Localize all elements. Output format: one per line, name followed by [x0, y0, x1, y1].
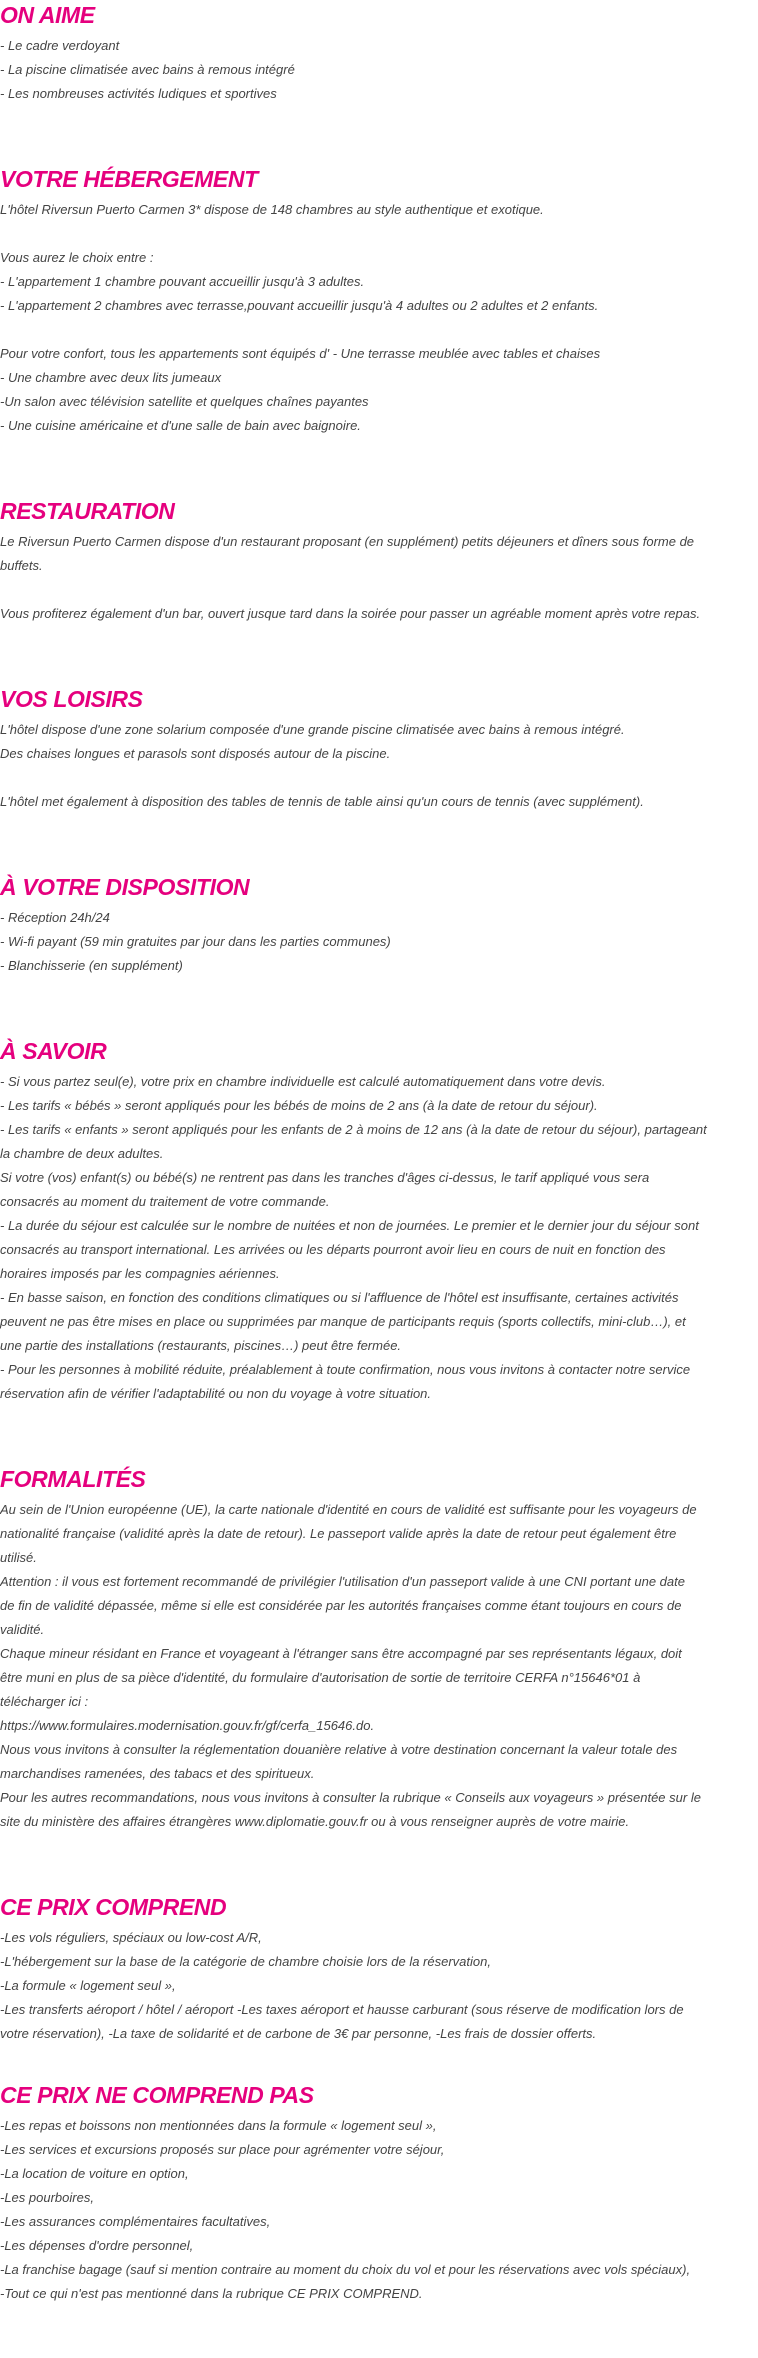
text-line: peuvent ne pas être mises en place ou supprimées par manque de participants requis (sports collectifs, mini-club…), et	[0, 1314, 686, 1329]
text-line: - La durée du séjour est calculée sur le nombre de nuitées et non de journées. Le premier et le dernier jour du séjour sont	[0, 1218, 699, 1233]
text-line: la chambre de deux adultes.	[0, 1146, 164, 1161]
text-line: - L'appartement 1 chambre pouvant accueillir jusqu'à 3 adultes.	[0, 274, 365, 289]
section-formalites	[0, 1464, 758, 1834]
section-a-savoir	[0, 1036, 758, 1406]
text-line: Nous vous invitons à consulter la réglementation douanière relative à votre destination concernant la valeur totale des	[0, 1742, 678, 1757]
section-body	[0, 2114, 758, 2306]
blank-line	[0, 766, 758, 790]
text-line: -La location de voiture en option,	[0, 2166, 189, 2181]
text-line: consacrés au moment du traitement de votre commande.	[0, 1194, 330, 1209]
text-line: être muni en plus de sa pièce d'identité, du formulaire d'autorisation de sortie de territoire CERFA n°15646*01 à	[0, 1670, 641, 1685]
text-line: une partie des installations (restaurants, piscines…) peut être fermée.	[0, 1338, 402, 1353]
section-restauration	[0, 496, 758, 626]
text-line: - Une cuisine américaine et d'une salle de bain avec baignoire.	[0, 418, 361, 433]
text-line: - Les tarifs « bébés » seront appliqués pour les bébés de moins de 2 ans (à la date de retour du séjour).	[0, 1098, 598, 1113]
text-line: - L'appartement 2 chambres avec terrasse,pouvant accueillir jusqu'à 4 adultes ou 2 adultes et 2 enfants.	[0, 298, 599, 313]
section-ce-prix-ne-comprend-pas	[0, 2080, 758, 2306]
text-line: - Pour les personnes à mobilité réduite, préalablement à toute confirmation, nous vous invitons à contacter notre service	[0, 1362, 691, 1377]
text-line: utilisé.	[0, 1550, 37, 1565]
text-line: -Les assurances complémentaires facultatives,	[0, 2214, 271, 2229]
section-on-aime	[0, 0, 758, 106]
section-body	[0, 1070, 758, 1406]
text-line: Si votre (vos) enfant(s) ou bébé(s) ne rentrent pas dans les tranches d'âges ci-dessus, le tarif appliqué vous sera	[0, 1170, 650, 1185]
section-votre-hebergement	[0, 164, 758, 438]
text-line: Chaque mineur résidant en France et voyageant à l'étranger sans être accompagné par ses représentants légaux, doit	[0, 1646, 682, 1661]
section-title: CE PRIX NE COMPREND PAS	[0, 2082, 314, 2108]
text-line: Pour les autres recommandations, nous vous invitons à consulter la rubrique « Conseils aux voyageurs » présentée sur le	[0, 1790, 701, 1805]
text-line: -Les repas et boissons non mentionnées dans la formule « logement seul »,	[0, 2118, 437, 2133]
text-line: -Les dépenses d'ordre personnel,	[0, 2238, 194, 2253]
text-line: de fin de validité dépassée, même si elle est considérée par les autorités françaises comme étant toujours en cours de	[0, 1598, 682, 1613]
section-title: À VOTRE DISPOSITION	[0, 874, 250, 900]
text-line: - Réception 24h/24	[0, 910, 110, 925]
text-line: L'hôtel dispose d'une zone solarium composée d'une grande piscine climatisée avec bains à remous intégré.	[0, 722, 625, 737]
section-body	[0, 1498, 758, 1834]
cerfa-link[interactable]: https://www.formulaires.modernisation.gouv.fr/gf/cerfa_15646.do.	[0, 1718, 375, 1733]
text-line: -Les vols réguliers, spéciaux ou low-cost A/R,	[0, 1930, 262, 1945]
text-line: - La piscine climatisée avec bains à remous intégré	[0, 62, 295, 77]
text-line: Au sein de l'Union européenne (UE), la carte nationale d'identité en cours de validité est suffisante pour les voyageurs de	[0, 1502, 697, 1517]
text-line: consacrés au transport international. Les arrivées ou les départs pourront avoir lieu en cours de nuit en fonction des	[0, 1242, 666, 1257]
text-line: -Tout ce qui n'est pas mentionné dans la rubrique CE PRIX COMPREND.	[0, 2286, 423, 2301]
section-body	[0, 34, 758, 106]
text-line: Des chaises longues et parasols sont disposés autour de la piscine.	[0, 746, 391, 761]
text-line: -Les transferts aéroport / hôtel / aéroport -Les taxes aéroport et hausse carburant (sous réserve de modification lors de	[0, 2002, 684, 2017]
text-line: -Les pourboires,	[0, 2190, 94, 2205]
text-line: nationalité française (validité après la date de retour). Le passeport valide après la date de retour peut également être	[0, 1526, 677, 1541]
section-body	[0, 530, 758, 626]
section-title: ON AIME	[0, 2, 95, 28]
section-title: FORMALITÉS	[0, 1466, 146, 1492]
section-title: À SAVOIR	[0, 1038, 107, 1064]
text-line: -Les services et excursions proposés sur place pour agrémenter votre séjour,	[0, 2142, 445, 2157]
section-body	[0, 198, 758, 438]
section-title: CE PRIX COMPREND	[0, 1894, 227, 1920]
section-a-votre-disposition	[0, 872, 758, 978]
text-line: réservation afin de vérifier l'adaptabilité ou non du voyage à votre situation.	[0, 1386, 432, 1401]
text-line: - Wi-fi payant (59 min gratuites par jour dans les parties communes)	[0, 934, 391, 949]
text-line: -L'hébergement sur la base de la catégorie de chambre choisie lors de la réservation,	[0, 1954, 491, 1969]
text-line: - Le cadre verdoyant	[0, 38, 120, 53]
text-line: -La formule « logement seul »,	[0, 1978, 176, 1993]
blank-line	[0, 222, 758, 246]
text-line: Vous aurez le choix entre :	[0, 250, 154, 265]
text-line: -Un salon avec télévision satellite et quelques chaînes payantes	[0, 394, 369, 409]
section-ce-prix-comprend	[0, 1892, 758, 2046]
text-line: L'hôtel met également à disposition des tables de tennis de table ainsi qu'un cours de tennis (avec supplément).	[0, 794, 644, 809]
section-body	[0, 1926, 758, 2046]
text-line: -La franchise bagage (sauf si mention contraire au moment du choix du vol et pour les réservations avec vols spéciaux),	[0, 2262, 691, 2277]
text-line: - En basse saison, en fonction des conditions climatiques ou si l'affluence de l'hôtel est insuffisante, certaines activités	[0, 1290, 679, 1305]
section-body	[0, 718, 758, 814]
text-line: - Les nombreuses activités ludiques et sportives	[0, 86, 277, 101]
text-line: L'hôtel Riversun Puerto Carmen 3* dispose de 148 chambres au style authentique et exotique.	[0, 202, 544, 217]
section-title: RESTAURATION	[0, 498, 175, 524]
text-line: buffets.	[0, 558, 43, 573]
text-line: marchandises ramenées, des tabacs et des spiritueux.	[0, 1766, 315, 1781]
text-line: - Si vous partez seul(e), votre prix en chambre individuelle est calculé automatiquement dans votre devis.	[0, 1074, 606, 1089]
section-title: VOS LOISIRS	[0, 686, 143, 712]
section-vos-loisirs	[0, 684, 758, 814]
text-line: Vous profiterez également d'un bar, ouvert jusque tard dans la soirée pour passer un agréable moment après votre repas.	[0, 606, 701, 621]
text-line: site du ministère des affaires étrangères www.diplomatie.gouv.fr ou à vous renseigner auprès de votre mairie.	[0, 1814, 630, 1829]
text-line: validité.	[0, 1622, 45, 1637]
text-line: - Les tarifs « enfants » seront appliqués pour les enfants de 2 à moins de 12 ans (à la date de retour du séjour), partageant	[0, 1122, 707, 1137]
text-line: - Blanchisserie (en supplément)	[0, 958, 183, 973]
text-line: Pour votre confort, tous les appartements sont équipés d' - Une terrasse meublée avec tables et chaises	[0, 346, 601, 361]
text-line: horaires imposés par les compagnies aériennes.	[0, 1266, 280, 1281]
text-line: votre réservation), -La taxe de solidarité et de carbone de 3€ par personne, -Les frais de dossier offerts.	[0, 2026, 597, 2041]
blank-line	[0, 578, 758, 602]
text-line: Le Riversun Puerto Carmen dispose d'un restaurant proposant (en supplément) petits déjeuners et dîners sous forme de	[0, 534, 695, 549]
text-line: Attention : il vous est fortement recommandé de privilégier l'utilisation d'un passeport valide à une CNI portant une date	[0, 1574, 685, 1589]
text-line: - Une chambre avec deux lits jumeaux	[0, 370, 222, 385]
section-title: VOTRE HÉBERGEMENT	[0, 166, 258, 192]
section-body	[0, 906, 758, 978]
blank-line	[0, 318, 758, 342]
text-line: télécharger ici :	[0, 1694, 89, 1709]
